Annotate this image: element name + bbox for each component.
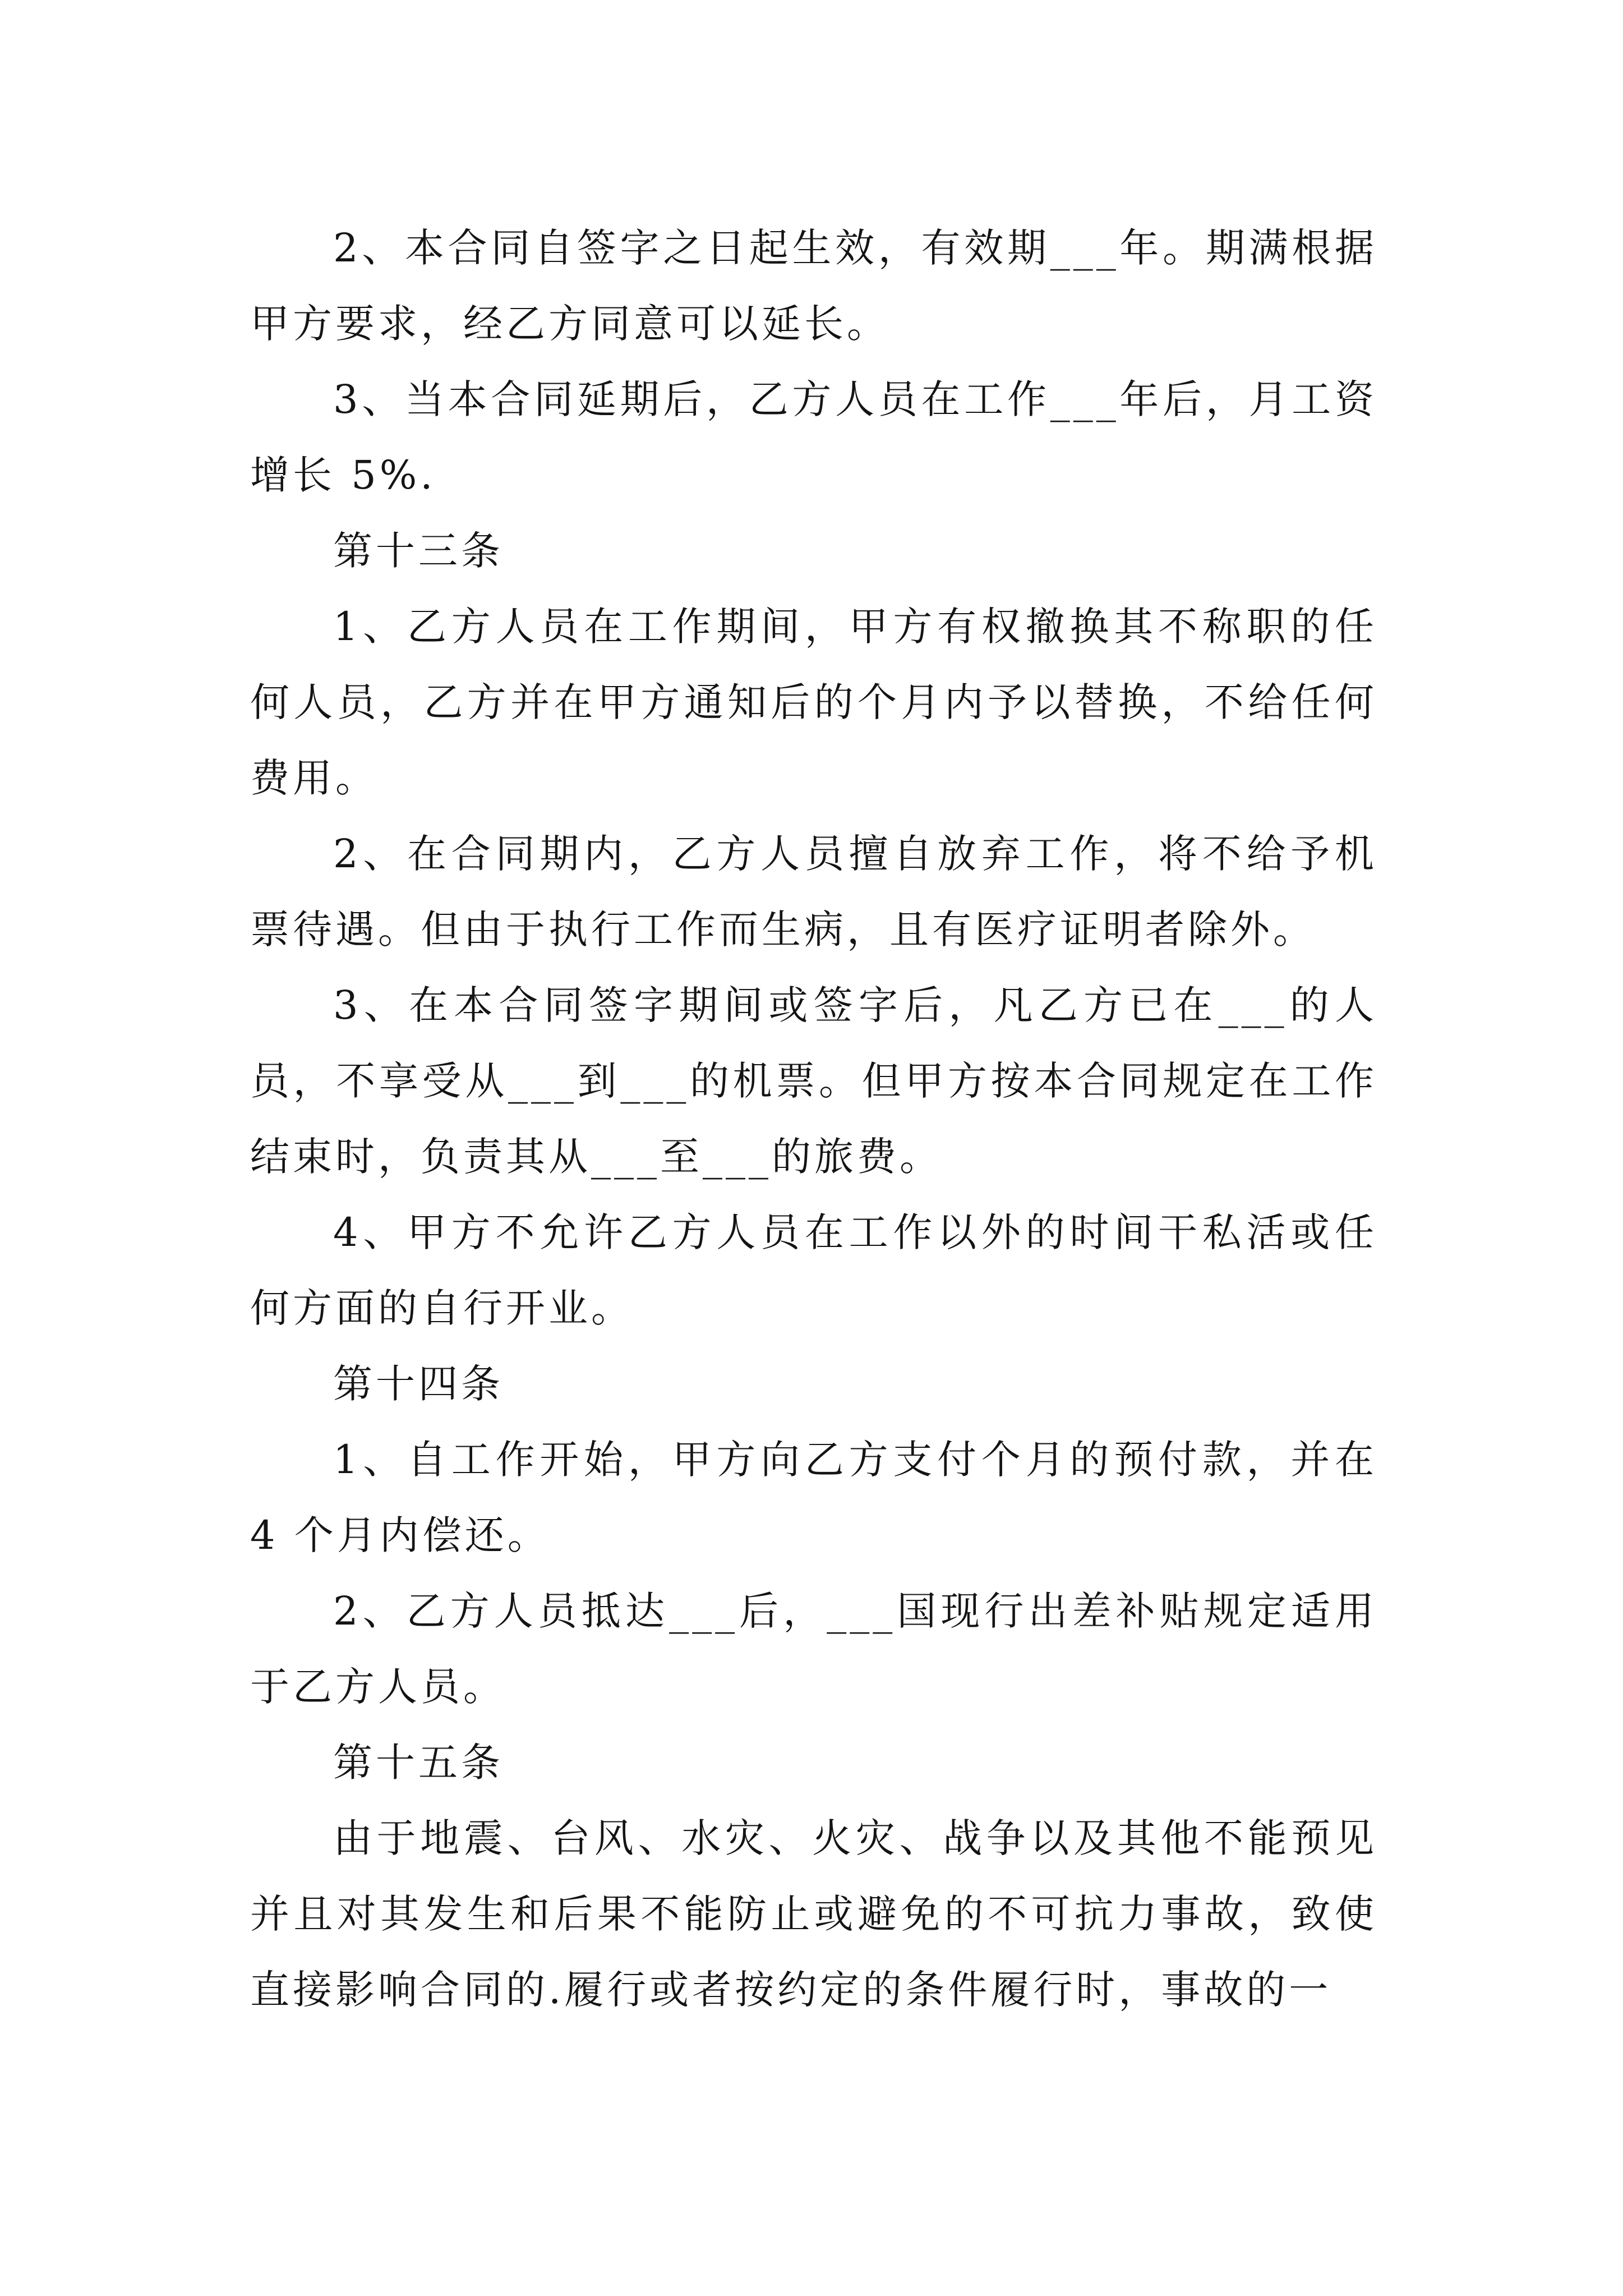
- clause-12-item-2: 2、本合同自签字之日起生效，有效期___年。期满根据甲方要求，经乙方同意可以延长。: [250, 225, 1377, 347]
- article-13-item-1: 1、乙方人员在工作期间，甲方有权撤换其不称职的任何人员，乙方并在甲方通知后的个月内予以替换，不给任何费用。: [250, 604, 1377, 801]
- document-body: [250, 210, 1377, 2028]
- article-13-item-4: 4、甲方不允许乙方人员在工作以外的时间干私活或任何方面的自行开业。: [250, 1209, 1377, 1331]
- article-13-heading: 第十三条: [333, 528, 504, 574]
- article-15-heading: 第十五条: [333, 1740, 504, 1786]
- article-15-body: 由于地震、台风、水灾、火灾、战争以及其他不能预见并且对其发生和后果不能防止或避免的不可抗力事故，致使直接影响合同的.履行或者按约定的条件履行时，事故的一: [250, 1815, 1377, 2013]
- article-14-item-2: 2、乙方人员抵达___后，___国现行出差补贴规定适用于乙方人员。: [250, 1588, 1377, 1710]
- article-13-item-3: 3、在本合同签字期间或签字后，凡乙方已在___的人员，不享受从___到___的机票。但甲方按本合同规定在工作结束时，负责其从___至___的旅费。: [250, 982, 1377, 1180]
- article-14-heading: 第十四条: [333, 1361, 504, 1407]
- article-14-item-1: 1、自工作开始，甲方向乙方支付个月的预付款，并在 4 个月内偿还。: [250, 1437, 1377, 1558]
- article-13-item-2: 2、在合同期内，乙方人员擅自放弃工作，将不给予机票待遇。但由于执行工作而生病，且有医疗证明者除外。: [250, 831, 1377, 953]
- clause-12-item-3: 3、当本合同延期后，乙方人员在工作___年后，月工资增长 5%.: [250, 376, 1377, 498]
